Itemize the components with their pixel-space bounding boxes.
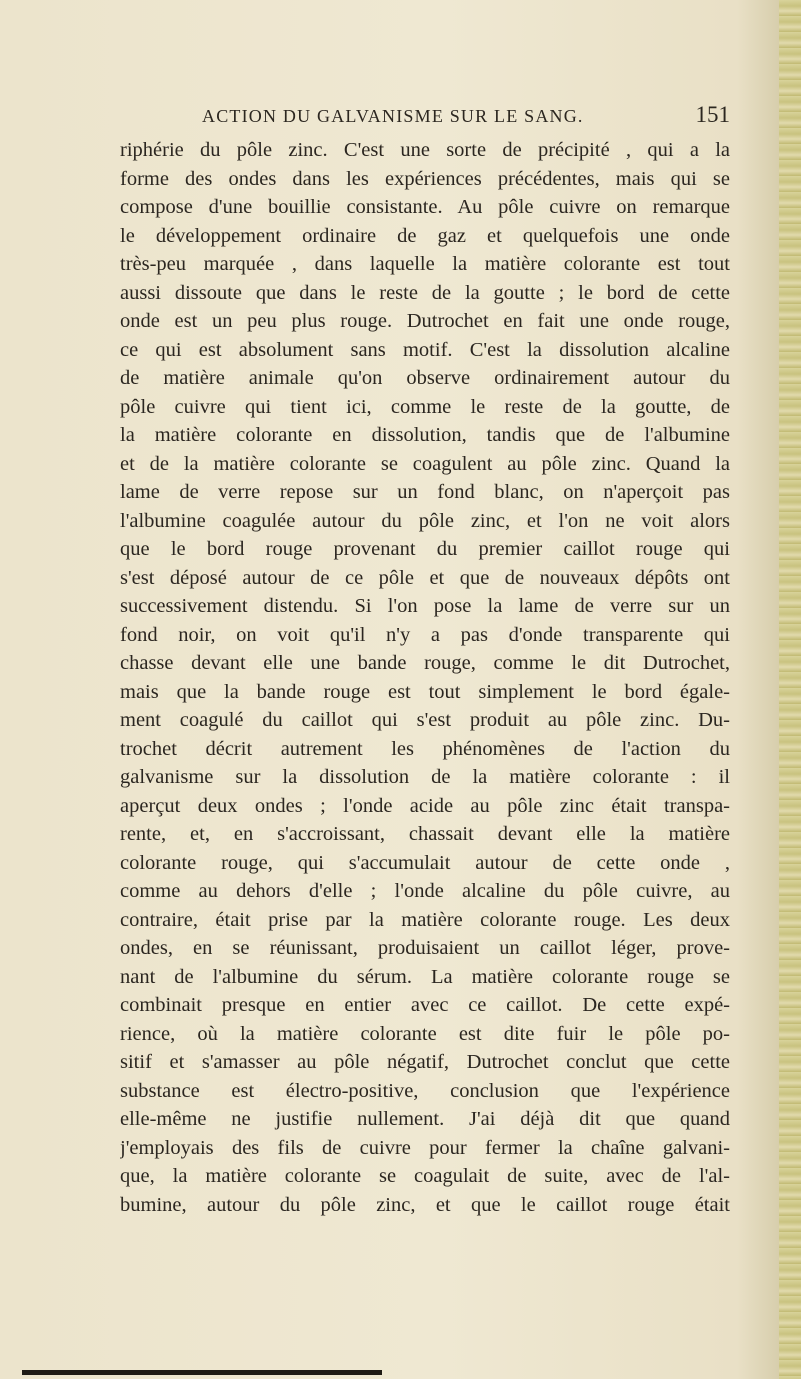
text-line: colorante rouge, qui s'accumulait autour de cette onde , xyxy=(120,851,730,874)
bottom-border-mark xyxy=(22,1370,382,1375)
text-line: très-peu marquée , dans laquelle la matière colorante est tout xyxy=(120,253,730,275)
text-line: s'est déposé autour de ce pôle et que de nouveaux dépôts ont xyxy=(120,566,730,589)
text-line: trochet décrit autrement les phénomènes de l'action du xyxy=(120,737,730,760)
text-line: compose d'une bouillie consistante. Au pôle cuivre on remarque xyxy=(120,196,730,218)
text-line: successivement distendu. Si l'on pose la lame de verre sur un xyxy=(120,595,730,617)
body-text xyxy=(120,136,730,1219)
text-line: pôle cuivre qui tient ici, comme le reste de la goutte, de xyxy=(120,395,730,418)
page-header xyxy=(120,102,730,132)
text-line: combinait presque en entier avec ce caillot. De cette expé- xyxy=(120,994,730,1016)
text-line: aussi dissoute que dans le reste de la goutte ; le bord de cette xyxy=(120,281,730,304)
text-line: galvanisme sur la dissolution de la matière colorante : il xyxy=(120,766,730,788)
page-number: 151 xyxy=(695,102,730,127)
text-line: aperçut deux ondes ; l'onde acide au pôle zinc était transpa- xyxy=(120,794,730,817)
text-line: la matière colorante en dissolution, tandis que de l'albumine xyxy=(120,424,730,446)
text-line: l'albumine coagulée autour du pôle zinc, et l'on ne voit alors xyxy=(120,509,730,532)
text-line: substance est électro-positive, conclusion que l'expérience xyxy=(120,1079,730,1102)
text-line: ondes, en se réunissant, produisaient un caillot léger, prove- xyxy=(120,937,730,959)
text-line: comme au dehors d'elle ; l'onde alcaline du pôle cuivre, au xyxy=(120,880,730,902)
text-line: de matière animale qu'on observe ordinairement autour du xyxy=(120,367,730,389)
text-line: riphérie du pôle zinc. C'est une sorte de précipité , qui a la xyxy=(120,139,730,161)
text-line: que le bord rouge provenant du premier caillot rouge qui xyxy=(120,538,730,560)
text-line: j'employais des fils de cuivre pour fermer la chaîne galvani- xyxy=(120,1136,730,1159)
text-line: nant de l'albumine du sérum. La matière colorante rouge se xyxy=(120,965,730,988)
text-line: ment coagulé du caillot qui s'est produit au pôle zinc. Du- xyxy=(120,709,730,731)
text-line: onde est un peu plus rouge. Dutrochet en fait une onde rouge, xyxy=(120,310,730,332)
text-line: chasse devant elle une bande rouge, comme le dit Dutrochet, xyxy=(120,652,730,674)
text-line: lame de verre repose sur un fond blanc, on n'aperçoit pas xyxy=(120,481,730,503)
text-line: sitif et s'amasser au pôle négatif, Dutrochet conclut que cette xyxy=(120,1051,730,1073)
text-line: rente, et, en s'accroissant, chassait devant elle la matière xyxy=(120,823,730,845)
text-line: ce qui est absolument sans motif. C'est la dissolution alcaline xyxy=(120,338,730,361)
text-line: bumine, autour du pôle zinc, et que le caillot rouge était xyxy=(120,1193,730,1216)
text-line: fond noir, on voit qu'il n'y a pas d'onde transparente qui xyxy=(120,623,730,646)
page-edge-shadow xyxy=(779,0,801,1379)
text-line: rience, où la matière colorante est dite fuir le pôle po- xyxy=(120,1022,730,1045)
text-line: contraire, était prise par la matière colorante rouge. Les deux xyxy=(120,908,730,931)
text-line: elle-même ne justifie nullement. J'ai déjà dit que quand xyxy=(120,1108,730,1130)
text-line: et de la matière colorante se coagulent au pôle zinc. Quand la xyxy=(120,452,730,475)
text-line: que, la matière colorante se coagulait de suite, avec de l'al- xyxy=(120,1165,730,1187)
text-line: le développement ordinaire de gaz et quelquefois une onde xyxy=(120,224,730,247)
running-title: ACTION DU GALVANISME SUR LE SANG. xyxy=(202,106,584,126)
text-line: forme des ondes dans les expériences précédentes, mais qui se xyxy=(120,167,730,190)
text-line: mais que la bande rouge est tout simplement le bord égale- xyxy=(120,680,730,703)
